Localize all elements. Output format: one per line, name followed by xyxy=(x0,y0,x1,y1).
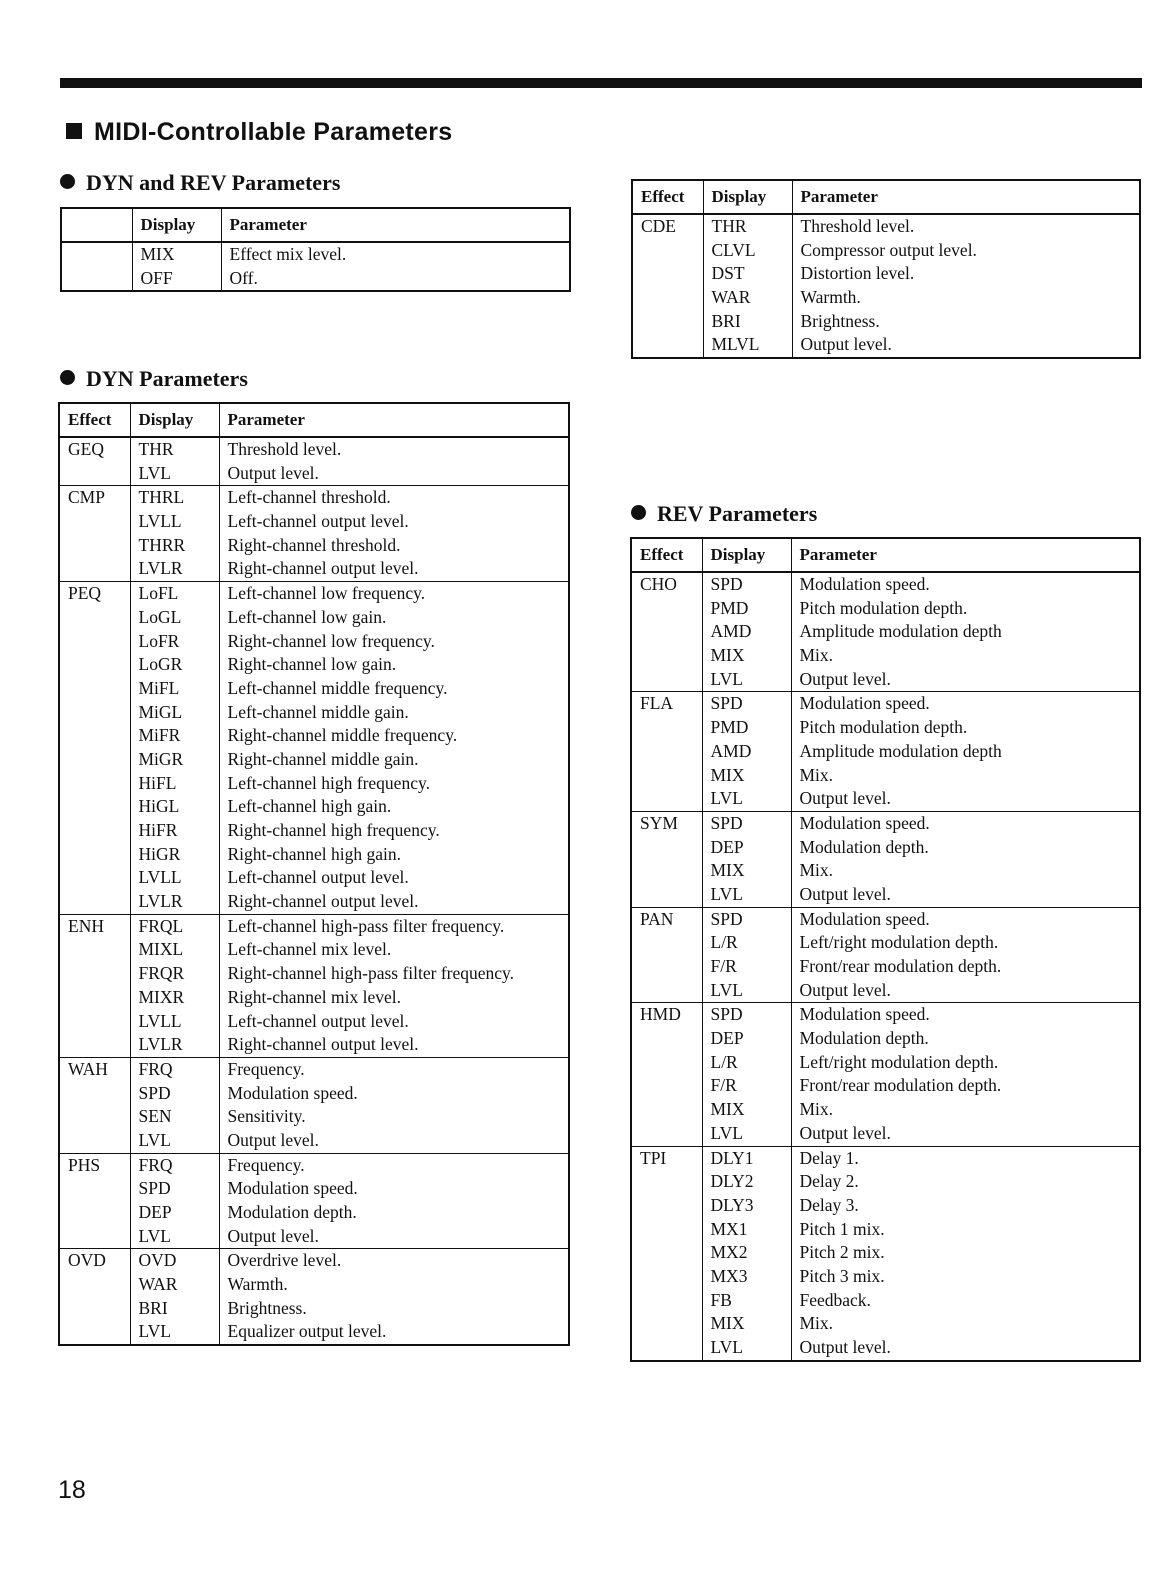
parameter-description: Right-channel output level. xyxy=(227,558,419,579)
parameter-cell xyxy=(219,437,569,486)
effect-name: OVD xyxy=(68,1250,106,1271)
parameter-header: Parameter xyxy=(791,538,1140,572)
parameter-description: Equalizer output level. xyxy=(227,1321,387,1342)
display-code: LVLL xyxy=(138,1010,182,1031)
parameter-header: Parameter xyxy=(792,180,1140,214)
display-code: LVL xyxy=(710,883,743,904)
parameter-description: Output level. xyxy=(799,883,891,904)
display-code: BRI xyxy=(711,310,741,331)
parameter-description: Mix. xyxy=(799,645,834,666)
parameter-description: Output level. xyxy=(227,1129,319,1150)
display-cell xyxy=(132,242,221,291)
parameter-description: Threshold level. xyxy=(227,439,342,459)
display-code: OFF xyxy=(140,267,173,288)
display-code: MX2 xyxy=(710,1242,748,1263)
parameter-description: Modulation depth. xyxy=(227,1202,357,1222)
display-code: SPD xyxy=(710,812,743,833)
effect-name: CMP xyxy=(68,487,105,508)
effect-cell xyxy=(631,907,702,1003)
display-code: HiGR xyxy=(138,843,181,864)
header-row xyxy=(632,180,1140,214)
display-cell xyxy=(130,1249,219,1345)
dyn-rev-heading xyxy=(60,170,340,196)
parameter-description: Modulation speed. xyxy=(799,693,930,714)
effect-cell xyxy=(59,582,130,915)
display-code: F/R xyxy=(710,956,737,976)
effect-name: GEQ xyxy=(68,439,104,459)
parameter-header: Parameter xyxy=(219,403,569,437)
display-code: LVLL xyxy=(138,511,182,532)
parameter-description: Left-channel high frequency. xyxy=(227,772,430,793)
display-code: LoFL xyxy=(138,583,179,604)
display-code: MiFL xyxy=(138,677,180,698)
parameter-description: Off. xyxy=(229,267,258,288)
effect-cell xyxy=(59,486,130,582)
display-cell xyxy=(702,1146,791,1361)
parameter-description: Output level. xyxy=(799,1122,891,1143)
parameter-description: Modulation speed. xyxy=(799,908,930,929)
display-code: SPD xyxy=(710,908,743,929)
parameter-description: Modulation speed. xyxy=(799,1004,930,1025)
effect-name: FLA xyxy=(640,693,674,714)
display-code: HiFR xyxy=(138,820,178,840)
display-header: Display xyxy=(703,180,792,214)
table-row xyxy=(59,582,569,915)
display-code: DEP xyxy=(710,1028,744,1049)
parameter-description: Left-channel output level. xyxy=(227,1010,409,1031)
table-row xyxy=(632,214,1140,358)
display-code: LVLR xyxy=(138,558,183,579)
display-code: DEP xyxy=(138,1202,172,1222)
table-row xyxy=(631,572,1140,692)
bullet-icon xyxy=(60,370,75,385)
display-code: LoFR xyxy=(138,630,180,651)
page-number: 18 xyxy=(58,1476,86,1504)
table-row xyxy=(59,437,569,486)
parameter-description: Output level. xyxy=(227,462,319,483)
display-header: Display xyxy=(130,403,219,437)
parameter-description: Modulation speed. xyxy=(799,812,930,833)
parameter-description: Modulation speed. xyxy=(227,1082,358,1103)
dyn-heading-text: DYN Parameters xyxy=(86,366,248,391)
parameter-description: Output level. xyxy=(800,334,892,355)
parameter-description: Warmth. xyxy=(800,287,861,308)
effect-cell xyxy=(59,1057,130,1153)
bullet-icon xyxy=(60,174,75,189)
effect-cell xyxy=(631,1003,702,1146)
display-code: CLVL xyxy=(711,239,756,260)
rev-table xyxy=(630,537,1141,1362)
display-code: L/R xyxy=(710,932,738,953)
parameter-description: Modulation speed. xyxy=(227,1178,358,1199)
display-code: FRQL xyxy=(138,915,184,936)
parameter-description: Mix. xyxy=(799,1099,834,1120)
table-row xyxy=(59,1249,569,1345)
display-code: MIXR xyxy=(138,986,185,1007)
parameter-description: Right-channel middle gain. xyxy=(227,748,419,769)
square-bullet-icon xyxy=(66,123,82,139)
display-cell xyxy=(130,486,219,582)
parameter-cell xyxy=(219,582,569,915)
parameter-cell xyxy=(221,242,570,291)
parameter-description: Output level. xyxy=(799,788,891,809)
display-code: LVL xyxy=(710,979,743,1000)
display-code: SEN xyxy=(138,1106,172,1127)
table-row xyxy=(631,907,1140,1003)
table-row xyxy=(631,1146,1140,1361)
parameter-description: Left-channel high-pass filter frequency. xyxy=(227,915,505,936)
parameter-description: Right-channel high-pass filter frequency. xyxy=(227,963,515,984)
parameter-description: Pitch 2 mix. xyxy=(799,1242,885,1263)
display-code: MiGL xyxy=(138,701,183,722)
table-row xyxy=(59,486,569,582)
display-cell xyxy=(130,1057,219,1153)
display-cell xyxy=(130,582,219,915)
parameter-description: Right-channel threshold. xyxy=(227,534,401,555)
parameter-description: Warmth. xyxy=(227,1274,288,1295)
table-row xyxy=(631,1003,1140,1146)
dyn-table xyxy=(58,402,570,1346)
parameter-description: Compressor output level. xyxy=(800,239,977,260)
display-code: DLY3 xyxy=(710,1194,754,1215)
parameter-description: Output level. xyxy=(227,1225,319,1246)
parameter-description: Brightness. xyxy=(800,310,880,331)
display-cell xyxy=(702,572,791,692)
display-cell xyxy=(130,437,219,486)
parameter-description: Frequency. xyxy=(227,1058,305,1079)
header-row xyxy=(631,538,1140,572)
display-cell xyxy=(130,914,219,1057)
display-code: THRL xyxy=(138,487,185,508)
effect-name: CHO xyxy=(640,574,677,594)
parameter-description: Left-channel middle frequency. xyxy=(227,677,448,698)
display-code: LVLR xyxy=(138,891,183,912)
parameter-description: Right-channel high frequency. xyxy=(227,820,440,840)
display-code: OVD xyxy=(138,1250,177,1271)
display-code: AMD xyxy=(710,621,752,642)
top-rule xyxy=(60,78,1142,88)
effect-cell xyxy=(59,1249,130,1345)
display-code: FRQ xyxy=(138,1154,173,1175)
display-code: MX1 xyxy=(710,1218,748,1239)
parameter-description: Feedback. xyxy=(799,1289,871,1310)
display-code: MLVL xyxy=(711,334,760,355)
parameter-description: Right-channel low gain. xyxy=(227,654,397,675)
display-code: SPD xyxy=(710,693,743,714)
effect-name: CDE xyxy=(641,216,676,236)
parameter-description: Right-channel high gain. xyxy=(227,843,402,864)
parameter-description: Threshold level. xyxy=(800,216,915,236)
effect-cell xyxy=(631,692,702,811)
parameter-description: Left-channel output level. xyxy=(227,867,409,888)
parameter-description: Output level. xyxy=(799,668,891,689)
display-code: WAR xyxy=(138,1274,178,1295)
display-code: LVL xyxy=(710,1122,743,1143)
parameter-description: Front/rear modulation depth. xyxy=(799,956,1002,976)
cde-table xyxy=(631,179,1141,359)
parameter-description: Right-channel output level. xyxy=(227,891,419,912)
display-code: MIX xyxy=(710,860,745,881)
parameter-description: Left-channel low frequency. xyxy=(227,583,426,604)
parameter-description: Right-channel low frequency. xyxy=(227,630,435,651)
display-code: LVL xyxy=(710,788,743,809)
parameter-cell xyxy=(219,486,569,582)
display-code: DLY2 xyxy=(710,1171,754,1192)
parameter-description: Front/rear modulation depth. xyxy=(799,1075,1002,1096)
display-code: MIX xyxy=(710,645,745,666)
display-code: PMD xyxy=(710,717,749,738)
effect-header: Effect xyxy=(631,538,702,572)
display-code: LVL xyxy=(710,668,743,689)
dyn-rev-heading-text: DYN and REV Parameters xyxy=(86,170,341,195)
parameter-description: Output level. xyxy=(799,979,891,1000)
parameter-description: Frequency. xyxy=(227,1154,305,1175)
rev-heading xyxy=(631,501,817,527)
parameter-description: Left-channel threshold. xyxy=(227,487,391,508)
display-code: FRQR xyxy=(138,963,185,984)
table-row xyxy=(631,811,1140,907)
parameter-description: Mix. xyxy=(799,764,834,785)
parameter-description: Amplitude modulation depth xyxy=(799,740,1002,761)
parameter-description: Pitch 1 mix. xyxy=(799,1218,885,1239)
table-row xyxy=(631,692,1140,811)
effect-name: HMD xyxy=(640,1004,681,1025)
display-code: MX3 xyxy=(710,1265,748,1286)
display-code: BRI xyxy=(138,1297,168,1318)
display-code: HiGL xyxy=(138,796,180,817)
parameter-description: Pitch modulation depth. xyxy=(799,717,968,738)
display-code: FB xyxy=(710,1289,732,1310)
effect-name: SYM xyxy=(640,812,678,833)
effect-cell xyxy=(631,811,702,907)
display-code: PMD xyxy=(710,597,749,618)
display-cell xyxy=(702,811,791,907)
parameter-cell xyxy=(791,907,1140,1003)
effect-cell xyxy=(59,437,130,486)
display-code: F/R xyxy=(710,1075,737,1096)
parameter-description: Sensitivity. xyxy=(227,1106,306,1127)
effect-header: Effect xyxy=(59,403,130,437)
display-code: DLY1 xyxy=(710,1147,754,1168)
dyn-heading xyxy=(60,366,248,392)
parameter-cell xyxy=(791,572,1140,692)
effect-name: WAH xyxy=(68,1058,108,1079)
effect-header: Effect xyxy=(632,180,703,214)
table-row xyxy=(59,914,569,1057)
parameter-description: Delay 3. xyxy=(799,1194,859,1215)
display-code: LVL xyxy=(138,462,171,483)
display-code: MIX xyxy=(140,244,175,264)
effect-cell xyxy=(631,572,702,692)
parameter-description: Left/right modulation depth. xyxy=(799,1051,999,1072)
parameter-description: Left-channel low gain. xyxy=(227,606,387,627)
parameter-description: Modulation depth. xyxy=(799,836,929,857)
display-code: SPD xyxy=(710,1004,743,1025)
parameter-description: Left-channel mix level. xyxy=(227,939,392,960)
parameter-description: Output level. xyxy=(799,1337,891,1357)
display-code: MIX xyxy=(710,1313,745,1334)
parameter-cell xyxy=(219,914,569,1057)
display-code: L/R xyxy=(710,1051,738,1072)
dyn-rev-table xyxy=(60,207,571,292)
header-row xyxy=(59,403,569,437)
display-code: MiFR xyxy=(138,725,181,746)
effect-cell xyxy=(59,1153,130,1249)
parameter-description: Left-channel output level. xyxy=(227,511,409,532)
display-code: THR xyxy=(138,439,174,459)
parameter-description: Brightness. xyxy=(227,1297,307,1318)
parameter-cell xyxy=(219,1153,569,1249)
display-code: THR xyxy=(711,216,747,236)
display-code: LVL xyxy=(138,1129,171,1150)
parameter-cell xyxy=(791,1146,1140,1361)
display-code: THRR xyxy=(138,534,186,555)
page-title-text: MIDI-Controllable Parameters xyxy=(94,118,453,146)
parameter-description: Pitch modulation depth. xyxy=(799,597,968,618)
display-code: DST xyxy=(711,263,745,284)
parameter-cell xyxy=(792,214,1140,358)
display-code: MIXL xyxy=(138,939,184,960)
effect-cell xyxy=(61,242,132,291)
display-header: Display xyxy=(132,208,221,242)
header-row xyxy=(61,208,570,242)
display-code: HiFL xyxy=(138,772,177,793)
display-code: LVL xyxy=(710,1337,743,1357)
parameter-description: Modulation speed. xyxy=(799,574,930,594)
effect-cell xyxy=(631,1146,702,1361)
display-code: LVLR xyxy=(138,1034,183,1055)
effect-name: PEQ xyxy=(68,583,102,604)
parameter-description: Mix. xyxy=(799,1313,834,1334)
table-row xyxy=(59,1153,569,1249)
display-cell xyxy=(703,214,792,358)
effect-cell xyxy=(632,214,703,358)
parameter-description: Mix. xyxy=(799,860,834,881)
display-header: Display xyxy=(702,538,791,572)
parameter-description: Delay 1. xyxy=(799,1147,859,1168)
effect-name: ENH xyxy=(68,915,104,936)
display-code: LVLL xyxy=(138,867,182,888)
display-cell xyxy=(130,1153,219,1249)
parameter-header: Parameter xyxy=(221,208,570,242)
display-code: MIX xyxy=(710,764,745,785)
display-code: LVL xyxy=(138,1225,171,1246)
display-code: FRQ xyxy=(138,1058,173,1079)
effect-header xyxy=(61,208,132,242)
display-code: DEP xyxy=(710,836,744,857)
page-title xyxy=(66,118,453,147)
display-code: SPD xyxy=(138,1178,171,1199)
effect-name: PAN xyxy=(640,908,674,929)
effect-name: PHS xyxy=(68,1154,101,1175)
parameter-description: Delay 2. xyxy=(799,1171,859,1192)
parameter-cell xyxy=(219,1249,569,1345)
table-row xyxy=(59,1057,569,1153)
table-row xyxy=(61,242,570,291)
parameter-description: Left-channel high gain. xyxy=(227,796,392,817)
display-code: LoGL xyxy=(138,606,182,627)
display-code: AMD xyxy=(710,740,752,761)
display-code: MiGR xyxy=(138,748,184,769)
effect-name: TPI xyxy=(640,1147,667,1168)
parameter-description: Distortion level. xyxy=(800,263,915,284)
parameter-description: Right-channel output level. xyxy=(227,1034,419,1055)
parameter-cell xyxy=(219,1057,569,1153)
display-code: SPD xyxy=(138,1082,171,1103)
display-cell xyxy=(702,692,791,811)
parameter-description: Right-channel mix level. xyxy=(227,986,401,1007)
display-code: SPD xyxy=(710,574,743,594)
display-cell xyxy=(702,907,791,1003)
bullet-icon xyxy=(631,505,646,520)
parameter-description: Effect mix level. xyxy=(229,244,347,264)
parameter-description: Left/right modulation depth. xyxy=(799,932,999,953)
rev-heading-text: REV Parameters xyxy=(657,501,818,526)
parameter-description: Overdrive level. xyxy=(227,1250,342,1271)
display-code: MIX xyxy=(710,1099,745,1120)
parameter-description: Right-channel middle frequency. xyxy=(227,725,458,746)
effect-cell xyxy=(59,914,130,1057)
parameter-cell xyxy=(791,811,1140,907)
display-code: LVL xyxy=(138,1321,171,1342)
parameter-cell xyxy=(791,1003,1140,1146)
display-code: WAR xyxy=(711,287,751,308)
display-code: LoGR xyxy=(138,654,183,675)
parameter-description: Amplitude modulation depth xyxy=(799,621,1002,642)
parameter-cell xyxy=(791,692,1140,811)
parameter-description: Pitch 3 mix. xyxy=(799,1265,885,1286)
parameter-description: Modulation depth. xyxy=(799,1028,929,1049)
parameter-description: Left-channel middle gain. xyxy=(227,701,409,722)
display-cell xyxy=(702,1003,791,1146)
